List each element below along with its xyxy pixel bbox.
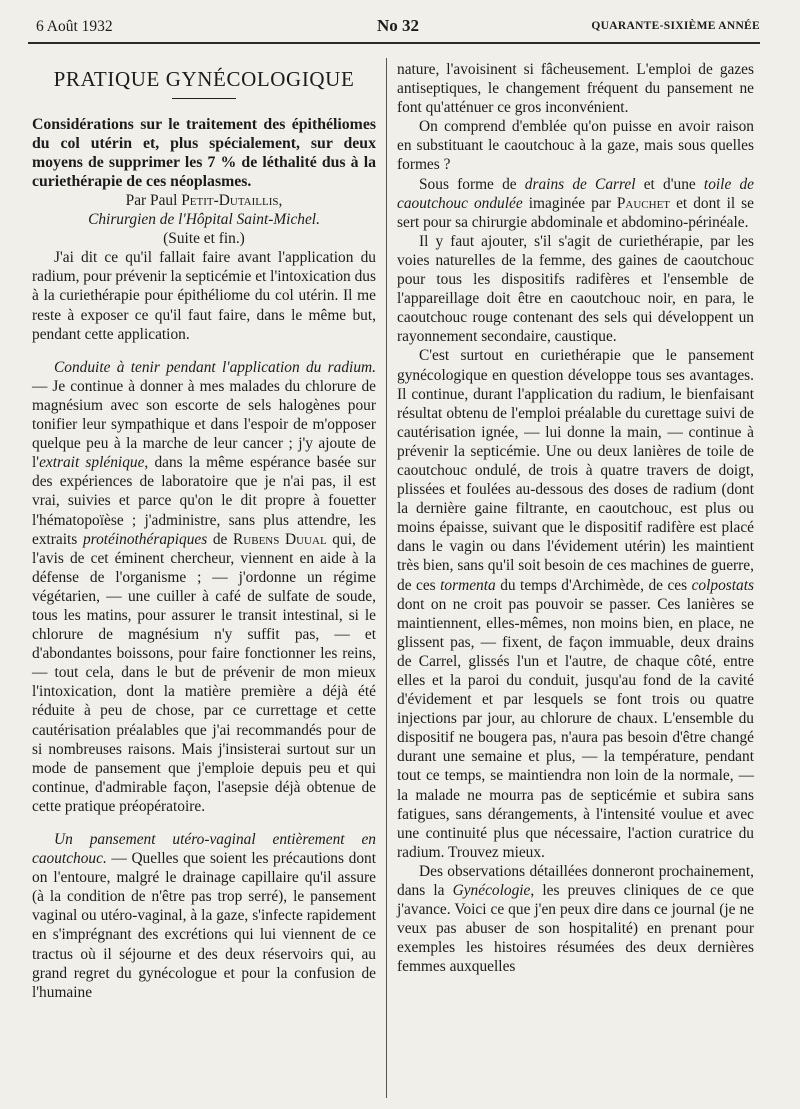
left-column bbox=[32, 60, 376, 1002]
issue-date: 6 Août 1932 bbox=[36, 18, 113, 35]
paragraph: Sous forme de drains de Carrel et d'une toile de caoutchouc ondulée imaginée par Pauchet et dont il se sert pour sa chirurgie abdominale et abdomino-périnéale. bbox=[397, 175, 754, 231]
paragraph: Un pansement utéro-vaginal entièrement en caoutchouc. — Quelles que soient les précautions dont on l'entoure, malgré le drainage capillaire qu'il assure (à la condition de n'être pas trop serré), le pansement vaginal ou utéro-vaginal, à la gaze, s'infecte rapidement en s'imprégnant des excrétions qui lui viennent de ce tractus où il séjourne et des deux réservoirs qui, au grand regret du gynécologue et pour la confusion de l'humaine bbox=[32, 831, 376, 1001]
paragraph: Conduite à tenir pendant l'application du radium. — Je continue à donner à mes malades du chlorure de magnésium avec son escorte de sels halogènes pour tonifier leur sympathique et dans l'espoir de m'opposer quelque peu à la marche de leur cancer ; j'y ajoute de l'extrait splénique, dans la même espérance basée sur des expériences de laboratoire que je n'ai pas, il est vrai, suivies et parce qu'on le dit propre à fouetter l'hématopoïèse ; j'administre, sans plus attendre, les extraits protéinothérapiques de Rubens Duual qui, de l'avis de cet éminent chercheur, viennent en aide à la défense de l'organisme ; — j'ordonne un régime végétarien, — une cuiller à café de sulfate de soude, tous les matins, pour assurer le transit intestinal, si le chlorure de magnésium n'y suffit pas, — et d'abondantes boissons, pour faire fonctionner les reins, — tout cela, dans le but de prévenir de mon mieux l'intoxication, dont la matière première a déjà été réduite à peu de chose, par ce currettage et cette cautérisation préalables que j'ai recommandés pour de si nombreuses raisons. Mais j'insisterai surtout sur un mode de pansement que j'emploie depuis peu et qui continue, d'admirable façon, l'asepsie déjà obtenue de cette pratique préopératoire. bbox=[32, 358, 376, 815]
section-heading: Un pansement utéro-vaginal entièrement en caoutchouc. bbox=[32, 831, 376, 868]
issue-number: No 32 bbox=[376, 16, 420, 35]
author-prefix: Par Paul bbox=[125, 192, 178, 209]
rubric-title: PRATIQUE GYNÉCOLOGIQUE bbox=[53, 67, 355, 91]
right-column bbox=[397, 60, 754, 977]
author-name: Petit-Dutaillis, bbox=[181, 192, 283, 209]
paragraph: Il y faut ajouter, s'il s'agit de curiethérapie, par les voies naturelles de la femme, des gaines de caoutchouc pour tous les dispositifs radifères et l'ensemble de l'appareillage doit être en caoutchouc noir, en para, le caoutchouc rouge contenant des sels qui développent un rayonnement secondaire, caustique. bbox=[397, 232, 754, 346]
rubric-rule bbox=[172, 98, 236, 99]
paragraph: On comprend d'emblée qu'on puisse en avoir raison en substituant le caoutchouc à la gaze, mais sous quelles formes ? bbox=[397, 118, 754, 174]
section-heading: Conduite à tenir pendant l'application du radium. bbox=[54, 358, 376, 376]
page-header bbox=[36, 14, 760, 44]
paragraph: Des observations détaillées donneront prochainement, dans la Gynécologie, les preuves cliniques de ce que j'avance. Voici ce que j'en peux dire dans ce journal (je ne veux pas abuser de son hospitalité) en prenant pour exemples les histoires résumées des deux dernières femmes auxquelles bbox=[397, 862, 755, 976]
column-divider bbox=[386, 58, 387, 1098]
article-title: Considérations sur le traitement des épithéliomes du col utérin et, plus spécialement, sur deux moyens de supprimer les 7 % de léthalité dus à la curiethérapie de ces néoplasmes. bbox=[32, 116, 376, 190]
paragraph: J'ai dit ce qu'il fallait faire avant l'application du radium, pour prévenir la septicémie et l'intoxication dus à la curiethérapie pour épithéliome du col utérin. Il me reste à exposer ce qu'il faut faire, dans le même but, pendant cette application. bbox=[32, 249, 376, 343]
continuation-note: (Suite et fin.) bbox=[163, 230, 245, 248]
volume-year: QUARANTE-SIXIÈME ANNÉE bbox=[591, 20, 760, 32]
header-rule bbox=[28, 42, 760, 44]
paragraph: nature, l'avoisinent si fâcheusement. L'emploi de gazes antiseptiques, le changement fréquent du pansement ne font qu'atténuer ce gros inconvénient. bbox=[397, 61, 754, 117]
author-line bbox=[32, 191, 376, 210]
paragraph: C'est surtout en curiethérapie que le pansement gynécologique en question développe tous ses avantages. Il continue, durant l'application du radium, le bienfaisant résultat obtenu de l'emploi préalable du curettage suivi de cautérisation ignée, — lui donne la main, — continue à prévenir la septicémie. Une ou deux lanières de toile de caoutchouc ondulé, de trois à quatre travers de doigt, plissées et foulées au-dessous des doses de radium (dont la dernière gaine filtrante, en caoutchouc, est plus ou moins épaisse, suivant que le dispositif radifère est placé dans le vagin ou dans l'évidement utérin) les maintient très bien, sans qu'il soit besoin de ces machines de guerre, de ces tormenta du temps d'Archimède, de ces colpostats dont on ne croit pas pouvoir se passer. Ces lanières se maintiennent, elles-mêmes, non moins bien, en place, ne glissent pas, — fixent, de façon immuable, deux drains de Carrel, glissés l'un et l'autre, de chaque côté, entre elles et la paroi du conduit, jusqu'au fond de la cavité d'évidement et par lesquels se font trois ou quatre injections par jour, au chlorure de chaux. L'ensemble du dispositif ne bougera pas, n'aura pas besoin d'être changé durant une semaine et plus, — la température, pendant tout ce temps, se maintiendra non loin de la normale, — la malade ne mourra pas de septicémie et subira sans fatigues, sans dérangements, à l'intensité voulue et avec une continuité plus que nécessaire, l'action curatrice du radium. Trouvez mieux. bbox=[397, 347, 755, 861]
author-affiliation: Chirurgien de l'Hôpital Saint-Michel. bbox=[88, 211, 320, 229]
